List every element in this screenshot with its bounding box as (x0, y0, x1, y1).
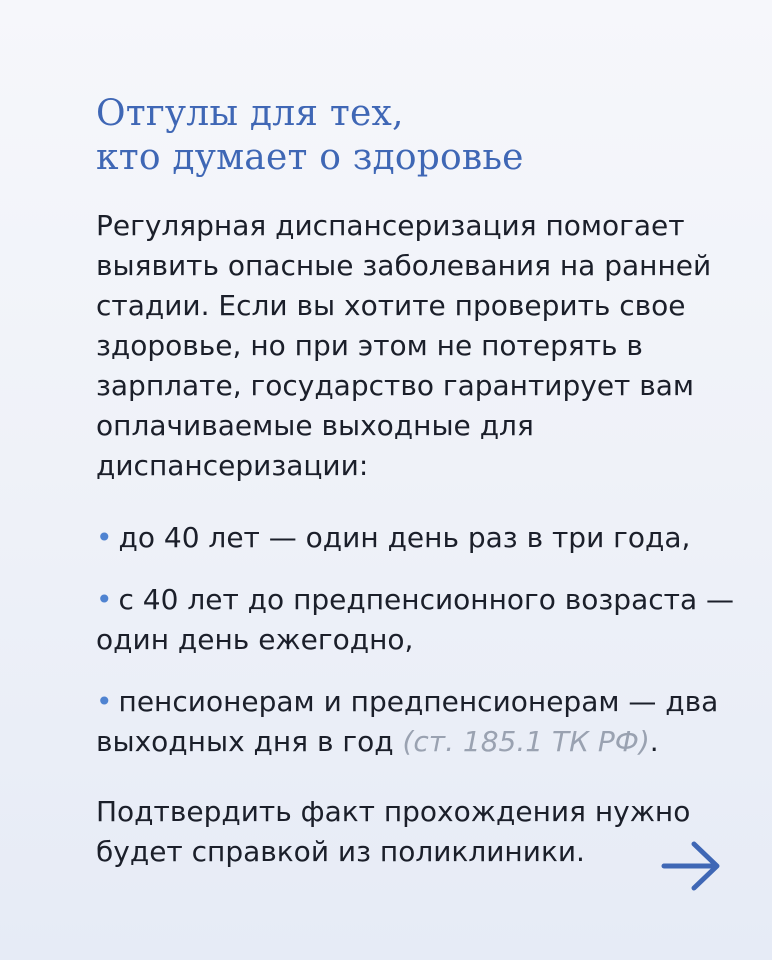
next-button[interactable] (660, 836, 724, 896)
bullet-text: с 40 лет до предпенсионного возраста — один день ежегодно, (96, 583, 734, 656)
list-item (96, 518, 736, 558)
content-card (96, 92, 736, 872)
list-item (96, 580, 736, 660)
bullet-text: пенсионерам и предпенсионерам — два выходных дня в год (96, 685, 719, 758)
outro-paragraph: Подтвердить факт прохождения нужно будет справкой из поликлиники. (96, 795, 691, 868)
bullet-suffix: . (649, 725, 659, 758)
title-line-1: Отгулы для тех, (96, 93, 404, 134)
bullet-marker: • (96, 685, 113, 718)
arrow-right-icon (660, 836, 724, 896)
law-citation: (ст. 185.1 ТК РФ) (402, 725, 650, 758)
intro-paragraph: Регулярная диспансеризация помогает выявить опасные заболевания на ранней стадии. Если вы хотите проверить свое здоровье, но при этом не потерять в зарплате, государство гарантирует вам оплачиваемые выходные для диспансеризации: (96, 209, 712, 482)
list-item (96, 682, 736, 762)
bullet-text: до 40 лет — один день раз в три года, (118, 521, 691, 554)
page-title (96, 92, 736, 180)
title-line-2: кто думает о здоровье (96, 137, 524, 178)
bullet-marker: • (96, 521, 113, 554)
bullet-marker: • (96, 583, 113, 616)
